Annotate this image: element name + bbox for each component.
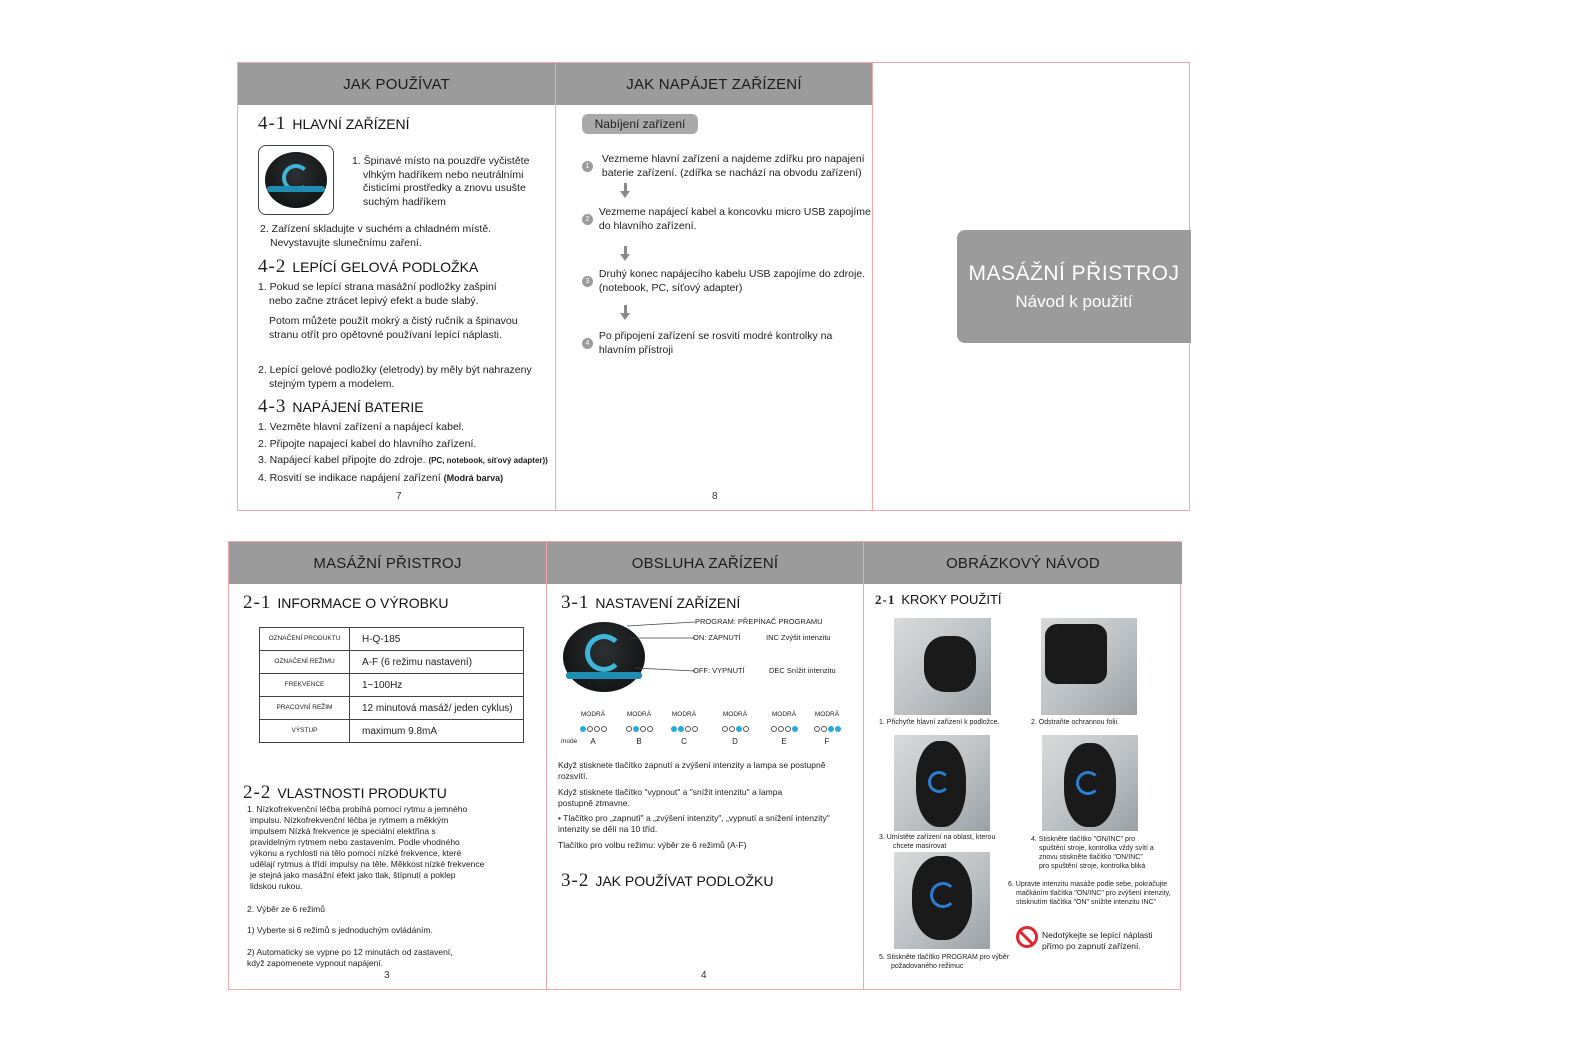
cover-page	[873, 63, 1191, 510]
features-para-1: 1. Nízkofrekvenční léčba probíhá pomocí rytmu a jemného impulsu. Nízkofrekvenční léčba je rytmem a měkkým impulsem Nízká frekvence je speciální elektřina s pravidelným rytmem nebo zastavením. Podle vhodného výkonu a rychlosti na tělo pomocí nízké frekvence, které udělají rytmus a třídí impulsy na těle. Měkkost nízké frekvence je stejná jako masážní efekt jako tlak, štípnutí a poklep lidskou rukou.	[247, 804, 485, 891]
text-line: 1. Špinavé místo na pouzdře vyčistěte	[352, 155, 530, 167]
page-number: 8	[712, 491, 718, 502]
s42-item2	[258, 364, 532, 391]
list-item: 2. Připojte napajecí kabel do hlavního zařízení.	[258, 437, 477, 450]
s42-item1	[258, 281, 497, 308]
page-5-header: OBRÁZKOVÝ NÁVOD	[864, 542, 1182, 584]
indicator-dot	[633, 726, 639, 732]
page-illustrated-guide	[864, 542, 1182, 989]
step-1-caption: 1. Přichyťte hlavní zařízení k podložce.	[879, 719, 1000, 726]
step-number: 2	[582, 214, 593, 225]
text-line: Druhý konec napájecího kabelu USB zapojíme do zdroje.	[598, 268, 866, 280]
step-5-caption: 5. Stiskněte tlačítko PROGRAM pro výběr požadovaného režimuc	[879, 954, 1009, 970]
mode-letter: B	[636, 737, 642, 746]
indicator-dot	[835, 726, 841, 732]
section-2-1	[243, 592, 448, 614]
step-2-caption: 2. Odstraňte ochrannou folii.	[1031, 719, 1119, 726]
mode-color-label: MODRÁ	[626, 711, 652, 718]
down-arrow-icon	[620, 191, 630, 198]
text-line: Po připojení zařízení se rosvití modré kontrolky na	[598, 330, 833, 342]
step-4-photo	[1042, 735, 1138, 831]
text-line: Vezmeme napájecí kabel a koncovku micro USB zapojíme	[598, 206, 871, 218]
page-number: 3	[384, 970, 390, 981]
section-number: 2-1	[875, 592, 896, 607]
mode-C	[664, 710, 704, 746]
prohibited-icon	[1016, 926, 1038, 948]
page-8	[556, 63, 873, 510]
list-item: 4. Rosvití se indikace napájení zařízení (Modrá barva)	[258, 471, 504, 484]
list-item: 3. Napájecí kabel připojte do zdroje. (PC, notebook, síťový adapter))	[258, 454, 548, 466]
section-3-1	[561, 592, 740, 614]
indicator-dot	[821, 726, 827, 732]
s42-item1b	[269, 315, 518, 342]
text-line: Potom můžete použít mokrý a čistý ručník a špinavou	[269, 315, 518, 327]
text-line: (notebook, PC, síťový adapter)	[598, 281, 743, 294]
features-para-4: 2) Automaticky se vypne po 12 minutách od zastavení, když zapomenete vypnout napájení.	[247, 947, 453, 968]
operation-para-3: • Tlačítko pro „zapnutí" a „zvýšení intenzity", „vypnutí a snížení intenzity" intenzity se dělí na 10 tříd.	[558, 813, 830, 834]
s43-list	[258, 419, 548, 486]
charging-badge: Nabíjení zařízení	[582, 114, 698, 134]
operation-para-4: Tlačítko pro volbu režimu: výběr ze 6 režimů (A-F)	[558, 840, 747, 850]
step-3-photo	[894, 735, 990, 831]
section-title: INFORMACE O VÝROBKU	[277, 595, 449, 611]
mode-dots	[764, 724, 804, 734]
section-number: 3-2	[561, 870, 590, 891]
section-title: NASTAVENÍ ZAŘÍZENÍ	[595, 595, 741, 611]
indicator-dot	[685, 726, 691, 732]
section-2-2	[243, 782, 447, 804]
text-line: nebo začne ztrácet lepivý efekt a bude slabý.	[269, 294, 479, 307]
text-line: hlavním přístroji	[598, 343, 674, 356]
section-title: HLAVNÍ ZAŘÍZENÍ	[292, 116, 410, 132]
mode-A	[573, 710, 613, 746]
mode-E	[764, 710, 804, 746]
step-number: 4	[582, 338, 593, 349]
cover-title-block	[957, 230, 1191, 343]
indicator-dot	[778, 726, 784, 732]
mode-color-label: MODRÁ	[814, 711, 840, 718]
mode-F	[807, 710, 847, 746]
mode-dots	[573, 724, 613, 734]
indicator-dot	[692, 726, 698, 732]
text-line: stranu otřít pro opětovné používaní lepící náplasti.	[269, 328, 502, 341]
operation-para-1: Když stisknete tlačítko zapnutí a zvýšení intenzity a lampa se postupně rozsvítí.	[558, 760, 826, 781]
section-number: 4-1	[258, 113, 287, 134]
indicator-dot	[771, 726, 777, 732]
callout-program: PROGRAM: PŘEPÍNAČ PROGRAMU	[695, 617, 823, 626]
cover-title: MASÁŽNÍ PŘISTROJ	[968, 262, 1180, 285]
page-3-header: MASÁŽNÍ PŘISTROJ	[229, 542, 546, 584]
mode-dots	[807, 724, 847, 734]
s41-item1	[352, 155, 529, 209]
page-4	[547, 542, 864, 989]
table-row: PRACOVNÍ REŽIM 12 minutová masáž/ jeden cyklus)	[260, 697, 524, 720]
indicator-dot	[736, 726, 742, 732]
section-number: 4-3	[258, 396, 287, 417]
section-4-2	[258, 256, 478, 278]
list-item: 1. Vezměte hlavní zařízení a napájecí kabel.	[258, 421, 465, 433]
indicator-dot	[601, 726, 607, 732]
indicator-dot	[722, 726, 728, 732]
mode-color-label: MODRÁ	[580, 711, 606, 718]
charging-step-4	[582, 330, 832, 357]
mode-letter: D	[732, 737, 738, 746]
text-line: suchým hadříkem	[363, 195, 446, 208]
step-3-caption: 3. Umístěte zařízení na oblast, kterou chcete masírovat	[879, 834, 996, 850]
section-4-3	[258, 396, 424, 418]
table-row: OZNAČENÍ REŽIMU A-F (6 režimu nastavení)	[260, 651, 524, 674]
indicator-dot	[792, 726, 798, 732]
indicator-dot	[640, 726, 646, 732]
top-sheet	[237, 62, 1190, 511]
charging-step-3	[582, 268, 865, 295]
step-number: 3	[582, 276, 593, 287]
indicator-dot	[828, 726, 834, 732]
callout-dec: DEC Snížit intenzitu	[769, 666, 836, 675]
section-title: JAK POUŽÍVAT PODLOŽKU	[595, 873, 774, 889]
step-1-photo	[894, 618, 991, 715]
charging-step-2	[582, 206, 871, 233]
indicator-dot	[587, 726, 593, 732]
text-line: 2. Zařízení skladujte v suchém a chladném místě.	[260, 223, 492, 235]
down-arrow-icon	[620, 313, 630, 320]
down-arrow-icon	[620, 254, 630, 261]
section-number: 4-2	[258, 256, 287, 277]
step-2-photo	[1041, 618, 1137, 715]
warning-text: Nedotýkejte se lepící náplasti přímo po zapnutí zařízení.	[1042, 930, 1153, 951]
indicator-dot	[580, 726, 586, 732]
text-line: stejným typem a modelem.	[269, 377, 395, 390]
device-photo-frame	[258, 145, 334, 215]
s41-item2	[260, 223, 491, 250]
text-line: Nevystavujte slunečnímu zaření.	[270, 236, 422, 249]
step-4-caption: 4. Stiskněte tlačítko "ON/INC" pro spuštění stroje, kontrolka vždy svítí a znovu stiskněte tlačítko "ON/INC" pro spuštění stroje, kontrolka bliká	[1031, 836, 1154, 870]
page-number: 7	[396, 491, 402, 502]
text-line: vlhkým hadříkem nebo neutrálními	[363, 168, 524, 181]
mode-color-label: MODRÁ	[771, 711, 797, 718]
mode-letter: F	[824, 737, 830, 746]
step-5-photo	[894, 852, 990, 949]
mode-label: mode	[561, 738, 578, 745]
section-title: KROKY POUŽITÍ	[901, 592, 1002, 607]
section-3-2	[561, 870, 773, 892]
operation-para-2: Když stisknete tlačítko "vypnout" a "snížit intenzitu" a lampa postupně ztmavne.	[558, 787, 783, 808]
step-6-caption: 6. Upravte intenzitu masáže podle sebe, pokračujte mačkáním tlačítka "ON/INC" pro zvýšení intenzity, stisknutím tlačítka "ON" snížíte intenzitu INC"	[1008, 881, 1171, 906]
page-7-header: JAK POUŽÍVAT	[238, 63, 555, 105]
text-line: 1. Pokud se lepící strana masážní podložky zašpiní	[258, 281, 497, 293]
page-number: 4	[701, 970, 707, 981]
bottom-sheet	[228, 541, 1181, 990]
mode-D	[715, 710, 755, 746]
text-line: Vezmeme hlavní zařízení a najdeme zdířku pro napajení	[601, 153, 865, 165]
mode-color-label: MODRÁ	[722, 711, 748, 718]
product-spec-table	[259, 627, 524, 743]
page-3	[229, 542, 547, 989]
section-number: 3-1	[561, 592, 590, 613]
mode-dots	[619, 724, 659, 734]
section-number: 2-1	[243, 592, 272, 613]
indicator-dot	[671, 726, 677, 732]
mode-dots	[715, 724, 755, 734]
indicator-dot	[743, 726, 749, 732]
section-4-1	[258, 113, 410, 135]
callout-off: OFF: VYPNUTÍ	[693, 666, 745, 675]
mode-B	[619, 710, 659, 746]
mode-letter: A	[590, 737, 596, 746]
section-number: 2-2	[243, 782, 272, 803]
charging-step-1	[582, 153, 865, 180]
section-title: NAPÁJENÍ BATERIE	[292, 399, 424, 415]
indicator-dot	[678, 726, 684, 732]
device-image	[265, 152, 327, 208]
step-number: 1	[582, 161, 593, 172]
indicator-dot	[729, 726, 735, 732]
indicator-dot	[594, 726, 600, 732]
mode-color-label: MODRÁ	[671, 711, 697, 718]
text-line: čisticími prostředky a znovu usušte	[363, 182, 526, 194]
page-4-header: OBSLUHA ZAŘÍZENÍ	[547, 542, 863, 584]
indicator-dot	[647, 726, 653, 732]
indicator-dot	[785, 726, 791, 732]
table-row: VÝSTUP maximum 9.8mA	[260, 720, 524, 743]
text-line: baterie zařízení. (zdířka se nachází na obvodu zařízení)	[601, 166, 862, 179]
table-row: FREKVENCE 1~100Hz	[260, 674, 524, 697]
text-line: 2. Lepící gelové podložky (eletrody) by měly být nahrazeny	[258, 364, 532, 376]
callout-lines	[607, 620, 697, 680]
indicator-dot	[626, 726, 632, 732]
features-para-2: 2. Výběr ze 6 režimů	[247, 904, 325, 914]
indicator-dot	[814, 726, 820, 732]
mode-letter: C	[681, 737, 687, 746]
page-7	[238, 63, 556, 510]
cover-subtitle: Návod k použití	[1015, 292, 1133, 311]
callout-on: ON: ZAPNUTÍ	[693, 633, 741, 642]
mode-dots	[664, 724, 704, 734]
mode-letter: E	[781, 737, 787, 746]
callout-inc: INC Zvýšit intenzitu	[766, 633, 831, 642]
features-para-3: 1) Vyberte si 6 režimů s jednoduchým ovládáním.	[247, 925, 433, 935]
section-steps	[875, 592, 1002, 608]
text-line: do hlavního zařízení.	[598, 219, 697, 232]
page-8-header: JAK NAPÁJET ZAŘÍZENÍ	[556, 63, 872, 105]
section-title: VLASTNOSTI PRODUKTU	[277, 785, 447, 801]
table-row: OZNAČENÍ PRODUKTU H-Q-185	[260, 628, 524, 651]
section-title: LEPÍCÍ GELOVÁ PODLOŽKA	[292, 259, 479, 275]
